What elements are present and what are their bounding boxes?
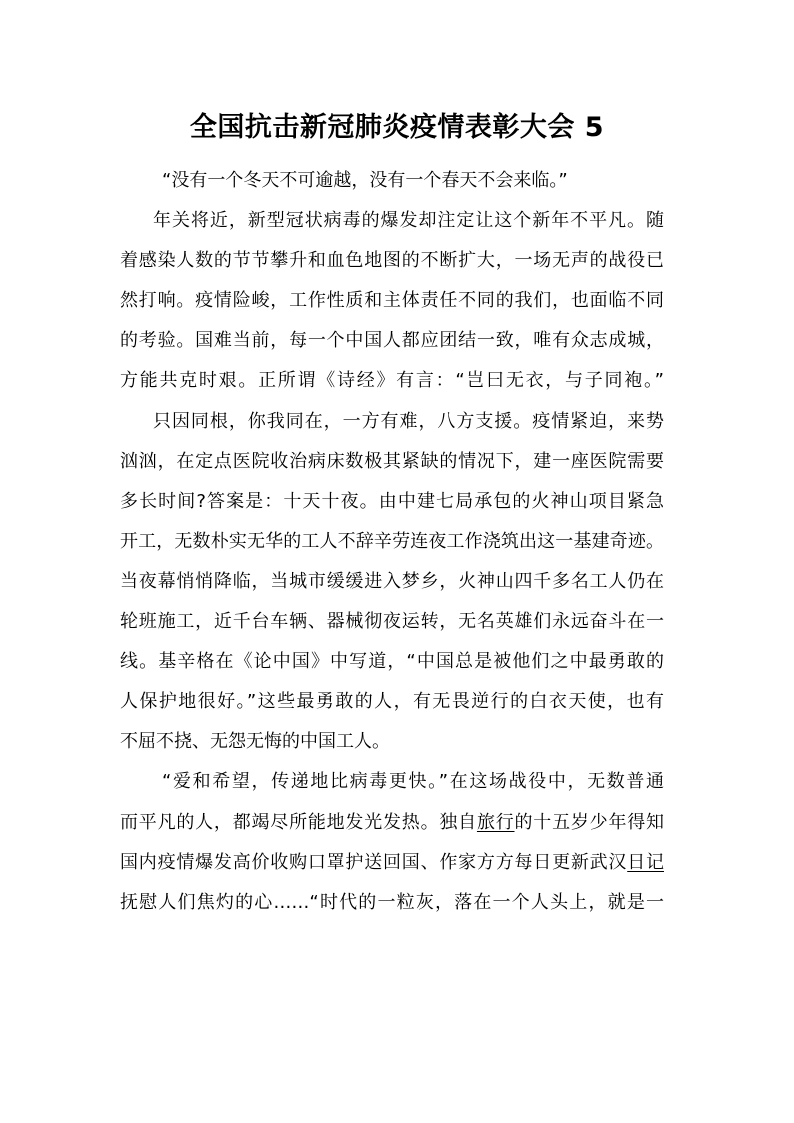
text-line: 多长时间?答案是：十天十夜。由中建七局承包的火神山项目紧急 xyxy=(120,490,664,512)
text-line: 不屈不挠、无怨无悔的中国工人。 xyxy=(120,731,390,753)
diary-link[interactable]: 日记 xyxy=(627,851,664,873)
document-title: 全国抗击新冠肺炎疫情表彰大会 5 xyxy=(189,112,605,143)
text-line: 当夜幕悄悄降临，当城市缓缓进入梦乡，火神山四千多名工人仍在 xyxy=(120,570,664,592)
text-line: 线。基辛格在《论中国》中写道，“中国总是被他们之中最勇敢的 xyxy=(120,651,664,673)
text-segment: 的十五岁少年得知 xyxy=(514,811,664,833)
text-line: 方能共克时艰。正所谓《诗经》有言：“岂曰无衣，与子同袍。” xyxy=(120,370,664,392)
text-line xyxy=(120,843,664,883)
text-line: 着感染人数的节节攀升和血色地图的不断扩大，一场无声的战役已 xyxy=(120,250,664,272)
text-line: 人保护地很好。”这些最勇敢的人，有无畏逆行的白衣天使，也有 xyxy=(120,691,664,713)
travel-link[interactable]: 旅行 xyxy=(476,811,515,833)
text-line: 只因同根，你我同在，一方有难，八方支援。疫情紧迫，来势 xyxy=(153,410,664,432)
text-line: “没有一个冬天不可逾越，没有一个春天不会来临。” xyxy=(162,170,568,191)
text-line xyxy=(120,803,664,843)
text-line: 开工，无数朴实无华的工人不辞辛劳连夜工作浇筑出这一基建奇迹。 xyxy=(120,530,664,552)
text-line: 的考验。国难当前，每一个中国人都应团结一致，唯有众志成城， xyxy=(120,330,664,352)
document-body xyxy=(120,161,664,923)
text-line: “爱和希望，传递地比病毒更快。”在这场战役中，无数普通 xyxy=(162,771,664,793)
text-line: 抚慰人们焦灼的心……“时代的一粒灰，落在一个人头上，就是一 xyxy=(120,891,664,913)
text-line: 轮班施工，近千台车辆、器械彻夜运转，无名英雄们永远奋斗在一 xyxy=(120,611,664,633)
text-segment: 而平凡的人，都竭尽所能地发光发热。独自 xyxy=(120,811,477,833)
text-segment: 国内疫情爆发高价收购口罩护送回国、作家方方每日更新武汉 xyxy=(120,851,628,873)
text-line: 然打响。疫情险峻，工作性质和主体责任不同的我们，也面临不同 xyxy=(120,290,664,312)
text-line: 年关将近，新型冠状病毒的爆发却注定让这个新年不平凡。随 xyxy=(153,210,664,232)
text-line: 汹汹，在定点医院收治病床数极其紧缺的情况下，建一座医院需要 xyxy=(120,450,664,472)
